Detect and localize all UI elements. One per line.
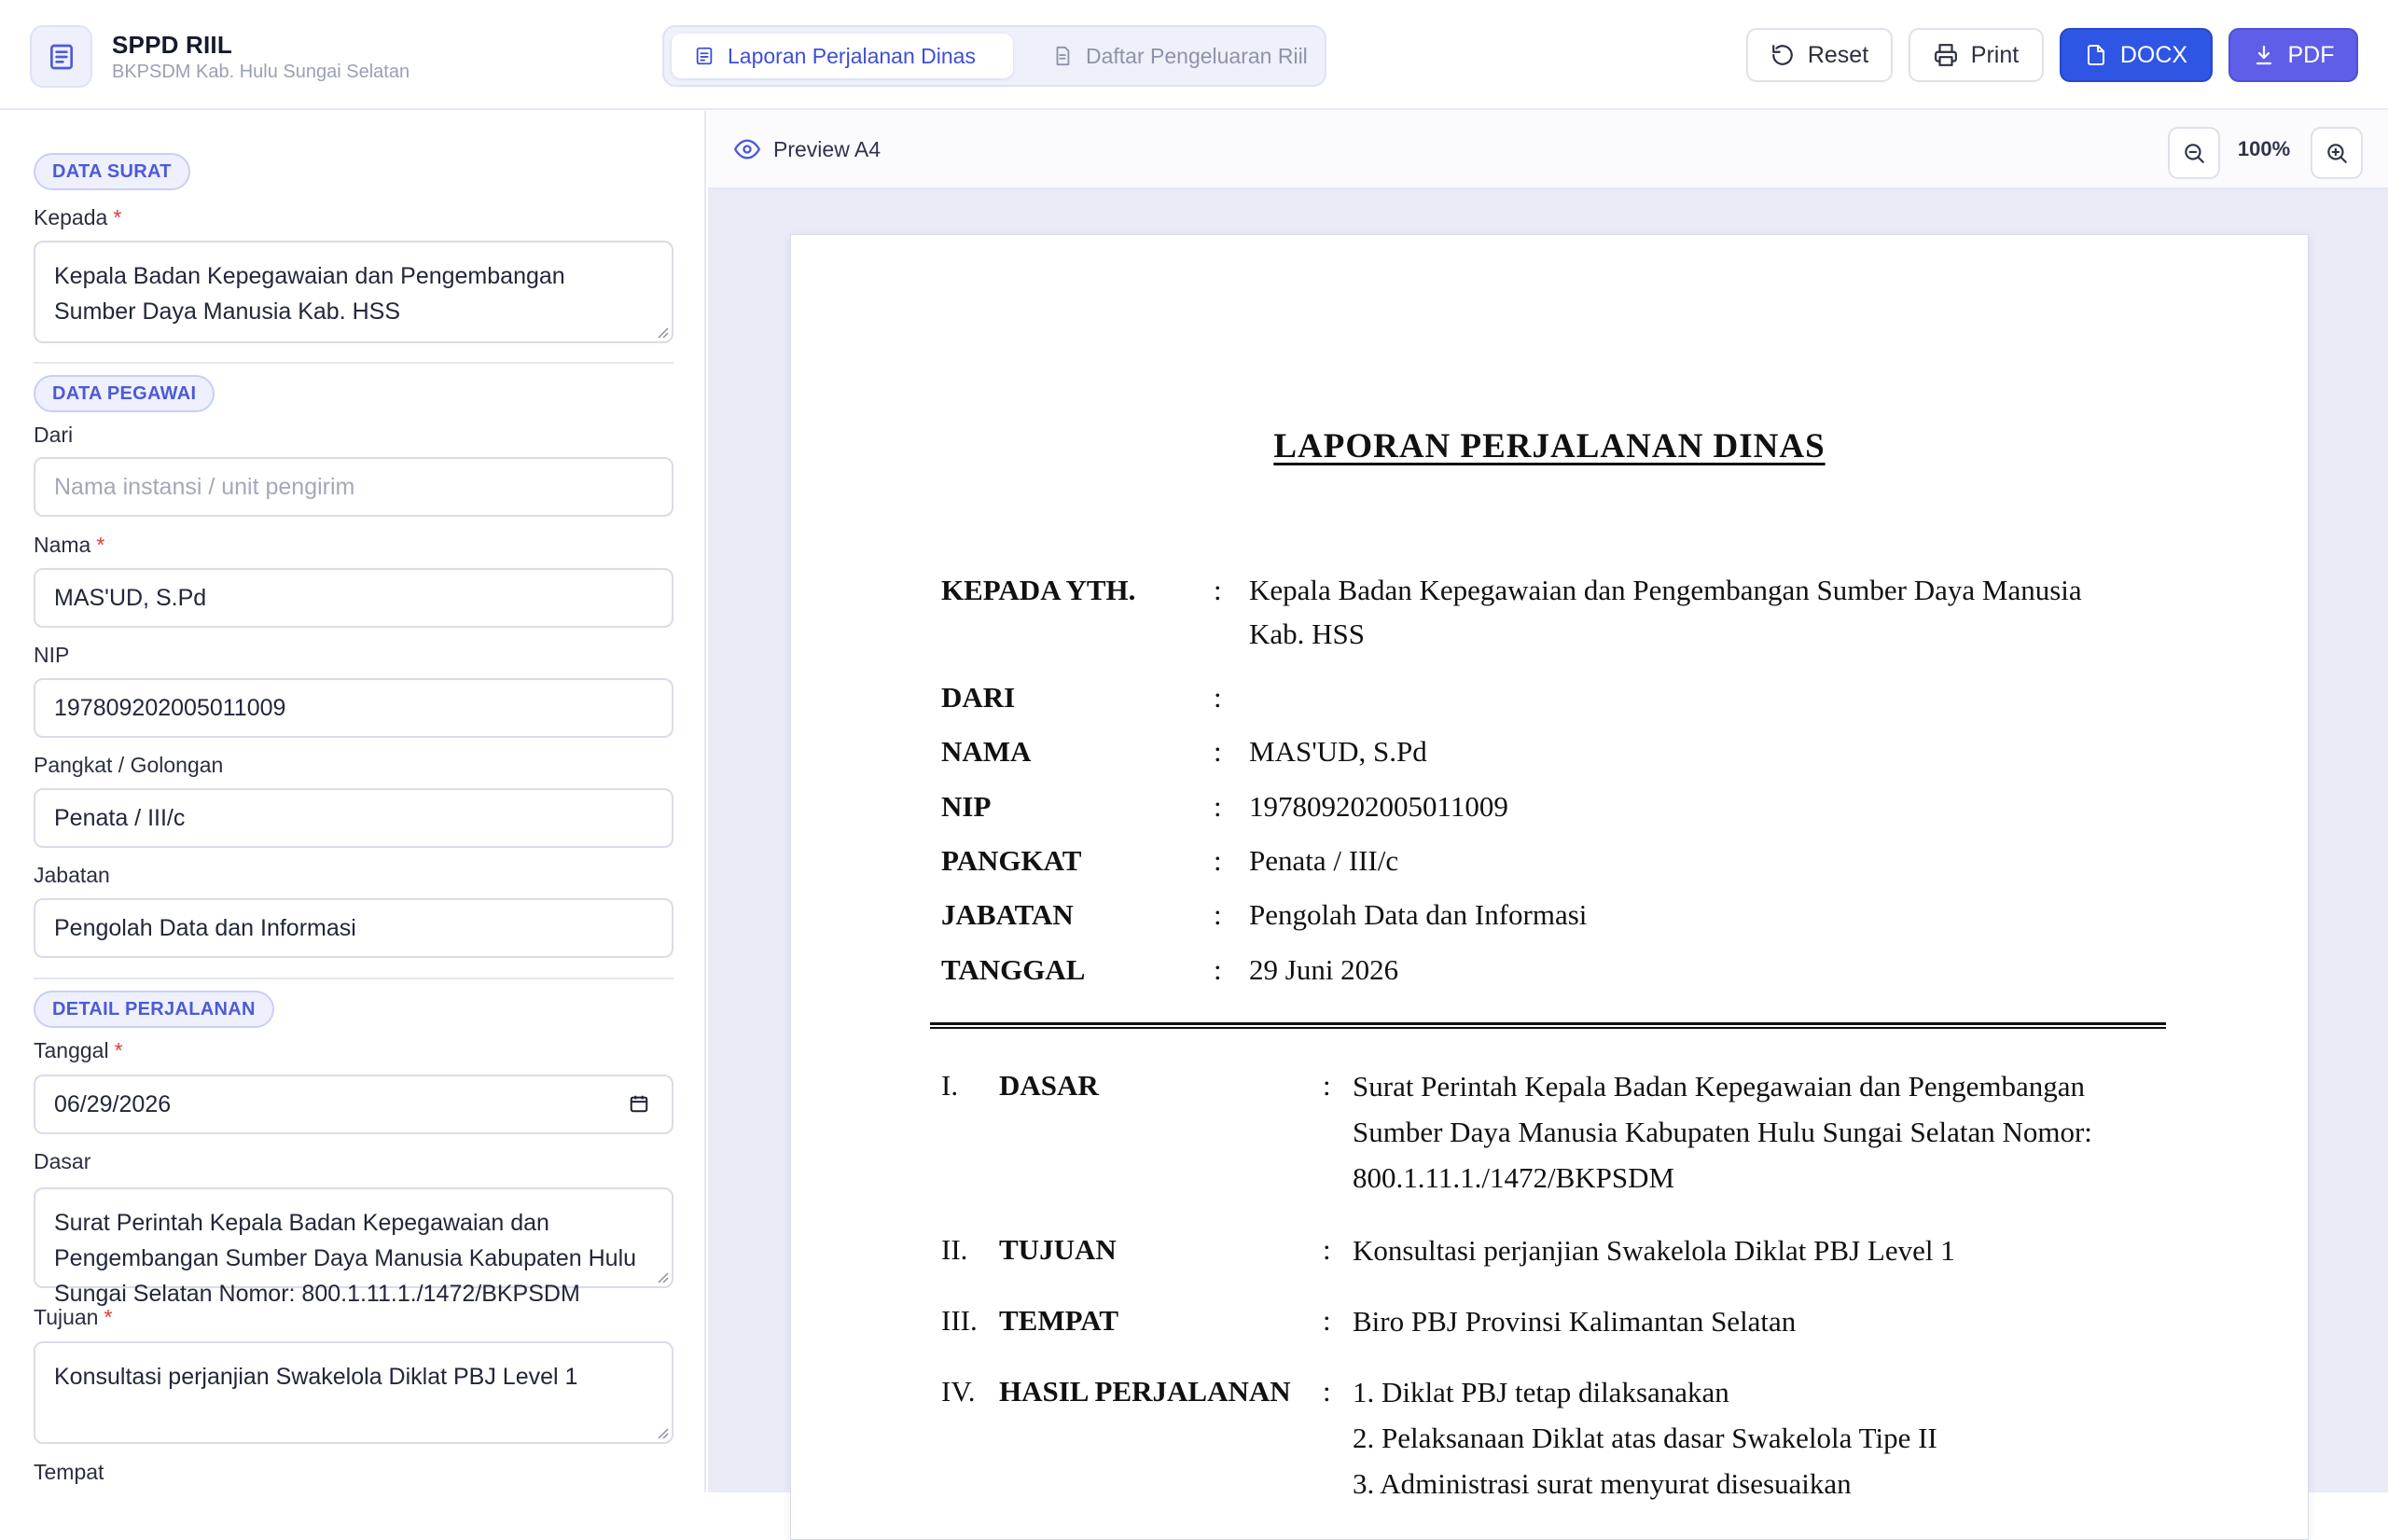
section-colon: :	[1323, 1304, 1331, 1337]
document-tabs	[662, 25, 1326, 87]
document-icon	[694, 46, 715, 66]
hasil-item: 3. Administrasi surat menyurat disesuaikan	[1353, 1467, 1852, 1500]
preview-toolbar	[708, 111, 2388, 189]
preview-label: Preview A4	[773, 136, 882, 161]
doc-row-value: Pengolah Data dan Informasi	[1249, 898, 1588, 931]
doc-row-value: MAS'UD, S.Pd	[1249, 735, 1427, 768]
doc-row-value: Kepala Badan Kepegawaian dan Pengembangan Sumber Daya Manusia Kab. HSS	[1249, 574, 2082, 650]
hasil-item: 2. Pelaksanaan Diklat atas dasar Swakelola Tipe II	[1353, 1422, 1937, 1454]
reset-label: Reset	[1807, 41, 1869, 68]
document-title: LAPORAN PERJALANAN DINAS	[1273, 427, 1826, 465]
nama-input[interactable]: MAS'UD, S.Pd	[34, 568, 673, 628]
section-colon: :	[1323, 1233, 1331, 1266]
resize-grip-icon[interactable]	[656, 1426, 669, 1439]
tanggal-label: Tanggal *	[34, 1038, 123, 1062]
doc-row-value: 197809202005011009	[1249, 790, 1508, 823]
section-badge-data-surat: DATA SURAT	[34, 153, 190, 190]
section-number: III.	[941, 1304, 978, 1337]
section-value: Konsultasi perjanjian Swakelola Diklat PBJ Level 1	[1353, 1234, 1955, 1267]
section-colon: :	[1323, 1069, 1331, 1102]
dasar-label: Dasar	[34, 1149, 91, 1173]
kepada-textarea[interactable]	[34, 241, 673, 343]
eye-icon	[734, 136, 760, 162]
tab-label: Laporan Perjalanan Dinas	[728, 43, 976, 68]
resize-grip-icon[interactable]	[656, 1270, 669, 1283]
receipt-icon	[1052, 46, 1073, 66]
nip-input[interactable]: 197809202005011009	[34, 678, 673, 738]
doc-row-colon: :	[1214, 681, 1222, 714]
zoom-out-button[interactable]	[2168, 127, 2220, 179]
hasil-list	[1353, 1369, 2164, 1506]
zoom-in-button[interactable]	[2311, 127, 2363, 179]
section-value: Biro PBJ Provinsi Kalimantan Selatan	[1353, 1305, 1797, 1338]
resize-grip-icon[interactable]	[656, 326, 669, 339]
tab-laporan-perjalanan-dinas[interactable]	[672, 34, 1013, 78]
section-number: IV.	[941, 1375, 976, 1408]
kepada-value: Kepala Badan Kepegawaian dan Pengembangan Sumber Daya Manusia Kab. HSS	[54, 263, 565, 325]
tujuan-label: Tujuan *	[34, 1305, 113, 1329]
nama-label: Nama *	[34, 533, 105, 557]
preview-title	[734, 136, 881, 162]
doc-row-colon: :	[1214, 735, 1222, 768]
print-label: Print	[1970, 41, 2020, 68]
doc-row-key: DARI	[941, 681, 1016, 714]
reset-button[interactable]	[1746, 28, 1893, 82]
tempat-label: Tempat	[34, 1460, 104, 1484]
double-rule-divider	[930, 1022, 2166, 1029]
section-value: Surat Perintah Kepala Badan Kepegawaian dan Pengembangan Sumber Daya Manusia Kabupaten Hulu Sungai Selatan Nomor: 800.1.11.1./1472/BKPSDM	[1353, 1070, 2092, 1194]
zoom-level: 100%	[2237, 137, 2291, 160]
section-divider	[34, 978, 673, 979]
tab-label: Daftar Pengeluaran Riil	[1086, 43, 1308, 68]
nip-label: NIP	[34, 643, 70, 667]
file-icon	[2085, 43, 2107, 67]
doc-row-key: KEPADA YTH.	[941, 574, 1136, 606]
preview-panel[interactable]	[708, 111, 2388, 1500]
tanggal-date-input[interactable]	[34, 1075, 673, 1134]
jabatan-input[interactable]: Pengolah Data dan Informasi	[34, 898, 673, 958]
dasar-textarea[interactable]	[34, 1187, 673, 1307]
tujuan-textarea[interactable]	[34, 1341, 673, 1444]
form-panel[interactable]	[0, 111, 706, 1492]
document-logo-icon	[30, 25, 92, 88]
doc-row-key: JABATAN	[941, 898, 1074, 931]
section-key: TEMPAT	[999, 1304, 1119, 1337]
section-badge-data-pegawai: DATA PEGAWAI	[34, 375, 215, 412]
kepada-label: Kepada *	[34, 205, 122, 229]
doc-row-value: 29 Juni 2026	[1249, 953, 1399, 986]
section-number: II.	[941, 1233, 968, 1266]
pangkat-label: Pangkat / Golongan	[34, 753, 224, 777]
pdf-label: PDF	[2287, 41, 2335, 68]
doc-row-value: Penata / III/c	[1249, 844, 1399, 877]
app-header	[0, 0, 2388, 110]
app-title: SPPD RIIL	[112, 31, 232, 59]
doc-row-colon: :	[1214, 574, 1222, 606]
doc-row-key: PANGKAT	[941, 844, 1082, 877]
pdf-download-button[interactable]	[2228, 28, 2358, 82]
docx-download-button[interactable]	[2060, 28, 2213, 82]
dari-label: Dari	[34, 423, 74, 447]
section-divider	[34, 362, 673, 364]
print-button[interactable]	[1909, 28, 2044, 82]
zoom-out-icon	[2182, 141, 2206, 165]
section-key: TUJUAN	[999, 1233, 1117, 1266]
hasil-item: 1. Diklat PBJ tetap dilaksanakan	[1353, 1376, 1729, 1408]
section-badge-detail-perjalanan: DETAIL PERJALANAN	[34, 991, 274, 1028]
section-number: I.	[941, 1069, 959, 1102]
jabatan-label: Jabatan	[34, 863, 110, 887]
tanggal-value: 06/29/2026	[54, 1090, 172, 1117]
rotate-ccw-icon	[1770, 43, 1795, 67]
doc-row-colon: :	[1214, 953, 1222, 986]
doc-row-key: NIP	[941, 790, 992, 823]
download-icon	[2253, 44, 2275, 66]
docx-label: DOCX	[2119, 41, 2188, 68]
doc-row-key: NAMA	[941, 735, 1032, 768]
tab-daftar-pengeluaran-riil[interactable]	[1030, 34, 1310, 78]
section-colon: :	[1323, 1375, 1331, 1408]
doc-row-colon: :	[1214, 790, 1222, 823]
a4-document-page	[790, 234, 2309, 1540]
section-key: HASIL PERJALANAN	[999, 1375, 1291, 1408]
zoom-in-icon	[2325, 141, 2349, 165]
calendar-icon[interactable]	[629, 1093, 649, 1114]
doc-row-colon: :	[1214, 898, 1222, 931]
dari-input[interactable]: Nama instansi / unit pengirim	[34, 457, 673, 517]
section-key: DASAR	[999, 1069, 1099, 1102]
doc-row-key: TANGGAL	[941, 953, 1086, 986]
doc-row-colon: :	[1214, 844, 1222, 877]
app-subtitle: BKPSDM Kab. Hulu Sungai Selatan	[112, 62, 410, 82]
dasar-value: Surat Perintah Kepala Badan Kepegawaian dan Pengembangan Sumber Daya Manusia Kabupaten Hulu Sungai Selatan Nomor: 800.1.11.1./1472/BKPSDM	[54, 1210, 637, 1307]
tujuan-value: Konsultasi perjanjian Swakelola Diklat PBJ Level 1	[54, 1364, 578, 1390]
pangkat-input[interactable]: Penata / III/c	[34, 788, 673, 848]
printer-icon	[1934, 43, 1958, 67]
